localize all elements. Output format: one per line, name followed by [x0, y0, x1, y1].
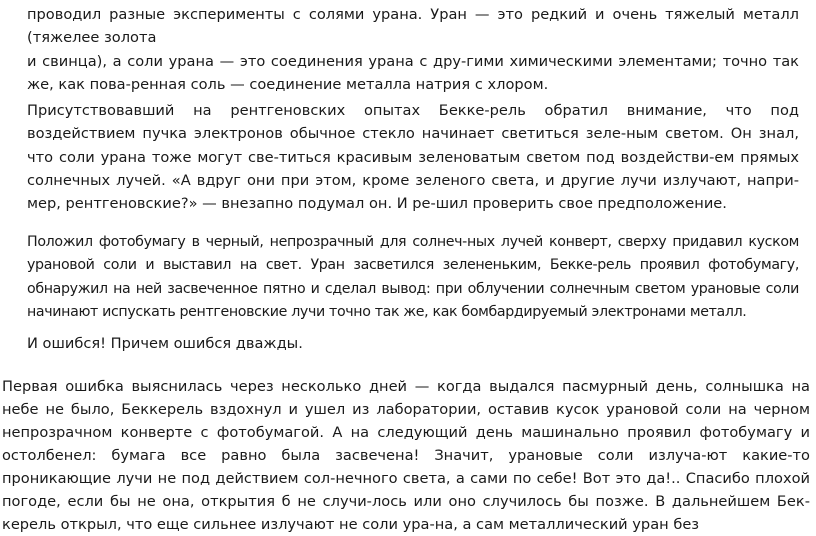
paragraph-line: проводил разные эксперименты с солями урана. Уран — это редкий и очень тяжелый металл (тяжелее золота — [27, 6, 799, 47]
paragraph-mistake: И ошибся! Причем ошибся дважды. — [27, 335, 303, 352]
paragraph-line: и свинца), а соли урана — это соединения урана с дру-гими химическими элементами; точно так же, как пова-ренная соль — соединение металла натрия с хлором. — [27, 52, 799, 93]
paragraph-first-mistake: Первая ошибка выяснилась через несколько дней — когда выдался пасмурный день, солнышка на небе не было, Беккерель вздохнул и ушел из лаборатории, оставив кусок урановой соли на черном непрозрачном конверте с фотобумагой. А на следующий день машинально проявил фотобумагу и остолбенел: бумага все равно была засвечена! Значит, урановые соли излуча-ют какие-то проникающие лучи не под действием сол-нечного света, а сами по себе! Вот это да!.. Спасибо плохой погоде, если бы не она, открытия б не случи-лось или оно случилось бы позже. В дальнейшем Бек-керель открыл, что еще сильнее излучают не соли ура-на, а сам металлический уран без — [2, 378, 810, 533]
paragraph-photopaper-experiment: Положил фотобумагу в черный, непрозрачный для солнеч-ных лучей конверт, сверху придавил куском урановой соли и выставил на свет. Уран засветился зелененьким, Бекке-рель проявил фотобумагу, обнаружил на ней засвеченное пятно и сделал вывод: при облучении солнечным светом урановые соли начинают испускать рентгеновские лучи точно так же, как бомбардируемый электронами металл. — [27, 234, 799, 320]
paragraph-uranium-salts — [27, 3, 799, 96]
paragraph-becquerel-observation: Присутствовавший на рентгеновских опытах Бекке-рель обратил внимание, что под воздействием пучка электронов обычное стекло начинает светиться зеле-ным светом. Он знал, что соли урана тоже могут све-титься красивым зеленоватым светом под воздействи-ем прямых солнечных лучей. «А вдруг они при этом, кроме зеленого света, и другие лучи излучают, напри-мер, рентгеновские?» — внезапно подумал он. И ре-шил проверить свое предположение. — [27, 102, 799, 213]
